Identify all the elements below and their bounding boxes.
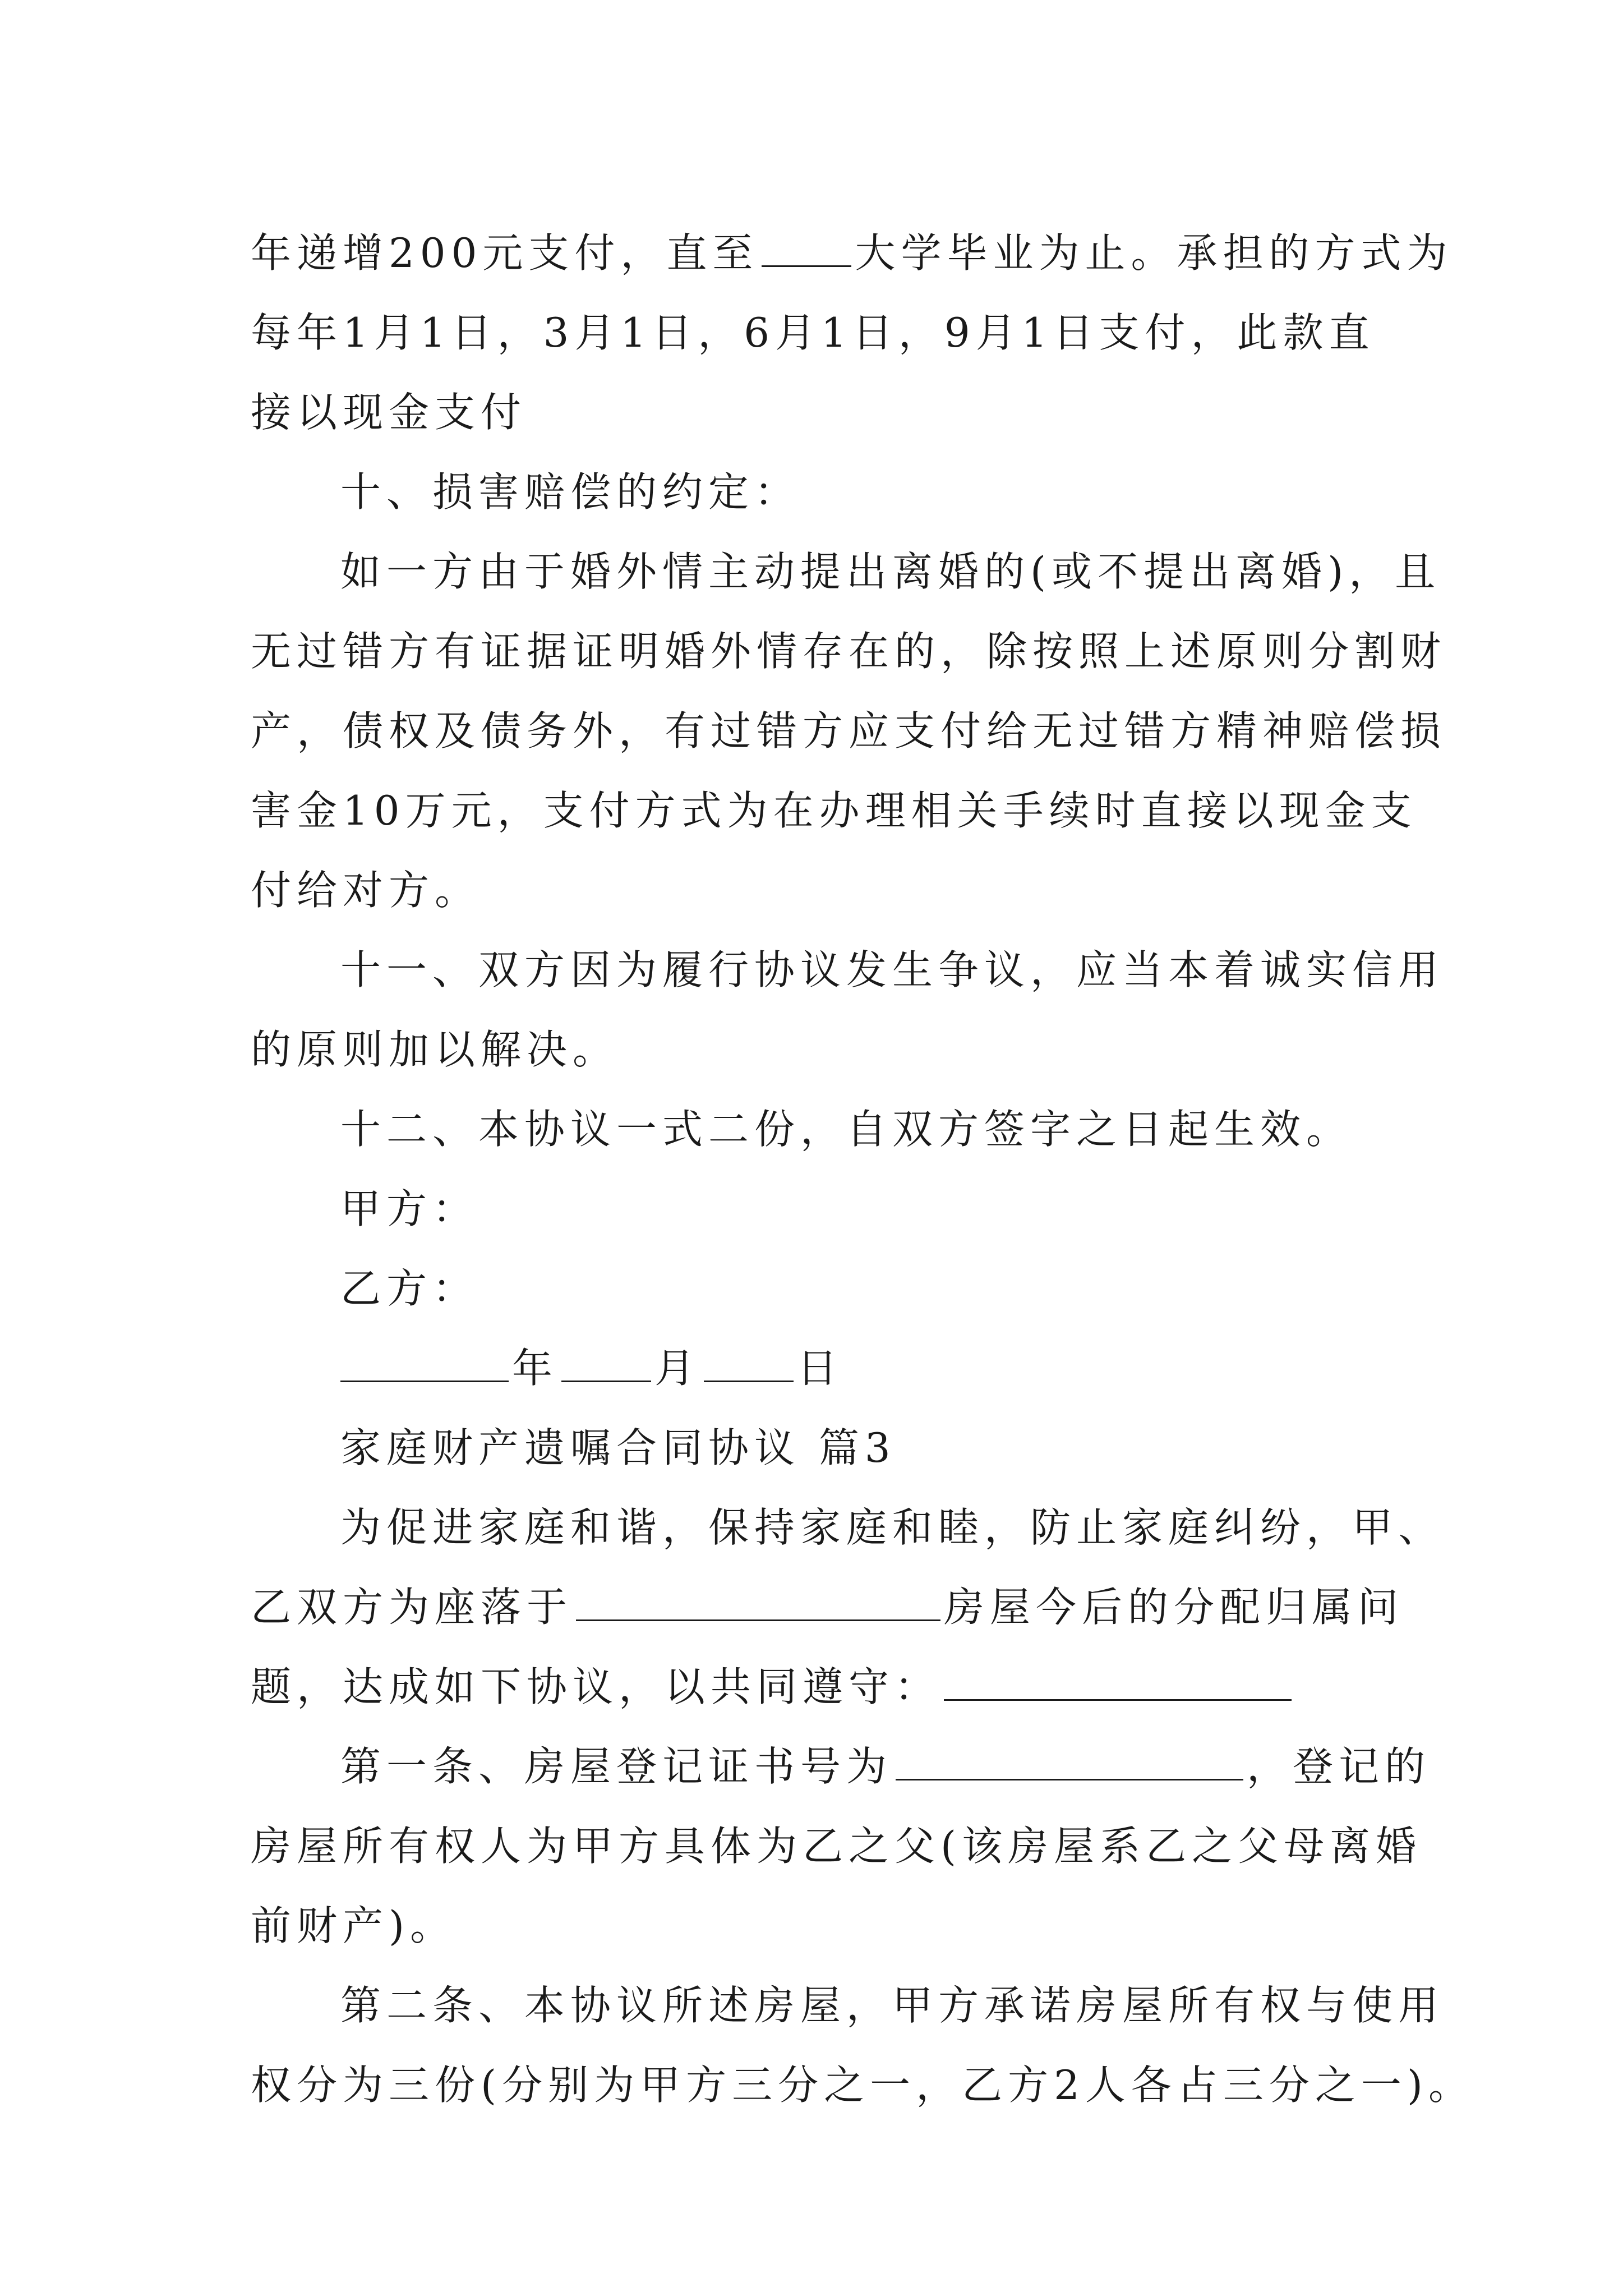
- date-year-label: 年: [512, 1345, 559, 1392]
- signature-party-a: 甲方：: [340, 1185, 479, 1232]
- section-title: 家庭财产遗嘱合同协议 篇3: [340, 1424, 896, 1471]
- text-line: 十二、本协议一式二份，自双方签字之日起生效。: [340, 1106, 1353, 1153]
- signature-party-b: 乙方：: [340, 1265, 479, 1312]
- section-heading: 十、损害赔偿的约定：: [340, 468, 801, 516]
- blank-underline: [944, 1668, 1292, 1701]
- text-segment: 乙双方为座落于: [251, 1584, 573, 1631]
- text-segment: 年递增200元支付，直至: [251, 229, 759, 277]
- text-line: 权分为三份(分别为甲方三分之一，乙方2人各占三分之一)。: [251, 2062, 1474, 2109]
- text-line: 第二条、本协议所述房屋，甲方承诺房屋所有权与使用: [340, 1982, 1445, 2029]
- blank-underline: [561, 1349, 651, 1382]
- text-line: [251, 1727, 1431, 1806]
- text-line: 如一方由于婚外情主动提出离婚的(或不提出离婚)，且: [340, 548, 1441, 595]
- text-segment: 题，达成如下协议，以共同遵守：: [251, 1663, 941, 1710]
- text-line: 为促进家庭和谐，保持家庭和睦，防止家庭纠纷，甲、: [340, 1504, 1445, 1551]
- blank-underline: [704, 1349, 794, 1382]
- blank-underline: [762, 234, 851, 267]
- text-segment: 大学毕业为止。承担的方式为: [855, 229, 1453, 277]
- text-line: [251, 1647, 1428, 1727]
- text-line: 十一、双方因为履行协议发生争议，应当本着诚实信用: [340, 946, 1445, 993]
- date-line: [251, 1328, 1428, 1408]
- text-line: 害金10万元，支付方式为在办理相关手续时直接以现金支: [251, 787, 1417, 834]
- text-line: 前财产)。: [251, 1902, 457, 1949]
- text-line: 无过错方有证据证明婚外情存在的，除按照上述原则分割财: [251, 628, 1447, 675]
- text-line: 房屋所有权人为甲方具体为乙之父(该房屋系乙之父母离婚: [251, 1823, 1422, 1870]
- blank-underline: [576, 1588, 940, 1621]
- document-body: [251, 213, 1474, 2125]
- blank-underline: [340, 1349, 509, 1382]
- text-line: 付给对方。: [251, 867, 481, 914]
- date-day-label: 日: [797, 1345, 843, 1392]
- text-line: [251, 1567, 1428, 1647]
- text-line: 的原则加以解决。: [251, 1026, 619, 1073]
- text-segment: 第一条、房屋登记证书号为: [340, 1743, 893, 1790]
- text-line: 每年1月1日，3月1日，6月1日，9月1日支付，此款直: [251, 309, 1375, 356]
- text-line: 接以现金支付: [251, 389, 527, 436]
- date-month-label: 月: [654, 1345, 701, 1392]
- text-segment: 房屋今后的分配归属问: [944, 1584, 1404, 1631]
- text-segment: ，登记的: [1247, 1743, 1431, 1790]
- text-line: [251, 213, 1453, 293]
- blank-underline: [896, 1747, 1243, 1780]
- text-line: 产，债权及债务外，有过错方应支付给无过错方精神赔偿损: [251, 707, 1447, 754]
